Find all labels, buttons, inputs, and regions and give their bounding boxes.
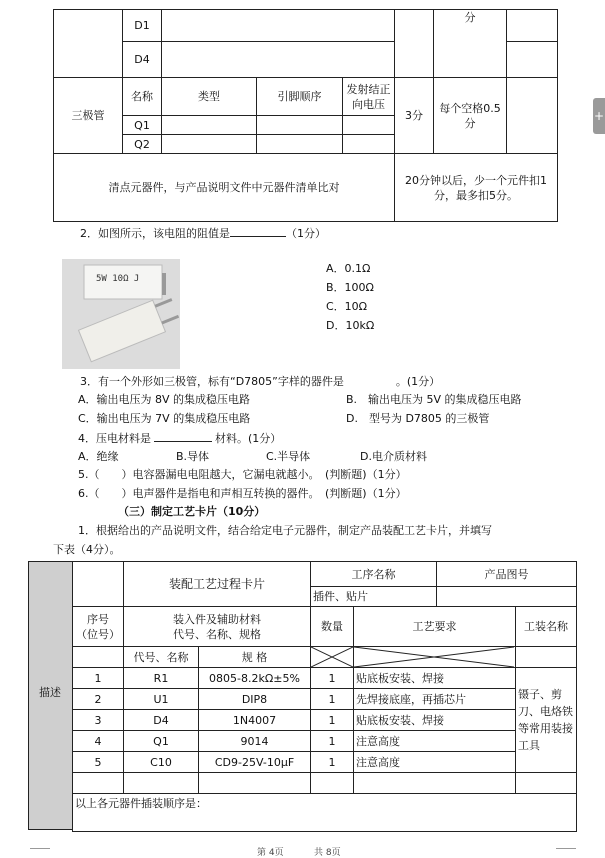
per-blank-cell: 每个空格0.5分 [434, 78, 507, 154]
cross-mark-icon [354, 647, 514, 667]
q2-cell: Q2 [123, 135, 162, 154]
process-card-table [72, 561, 577, 832]
table-row: 3 D4 1N4007 1 贴底板安装、焊接 [73, 710, 577, 731]
q3-option-d: D. 型号为 D7805 的三极管 [346, 412, 490, 425]
code-name-label: 代号、名称 [124, 647, 199, 668]
question-3: 3．有一个外形如三极管，标有“D7805”字样的器件是 。(1分） [80, 375, 441, 388]
footer-page: 第 4页 [257, 848, 284, 858]
resistor-photo [62, 259, 180, 369]
q2-option-a: A．0.1Ω [326, 262, 371, 275]
table-row: 4 Q1 9014 1 注意高度 [73, 731, 577, 752]
qty-cross [311, 647, 354, 668]
d1-cell: D1 [123, 10, 162, 42]
expand-tab[interactable]: + [593, 98, 605, 134]
question-2: 2．如图所示，该电阻的阻值是 （1分） [80, 227, 326, 240]
order-label: 以上各元器件插装顺序是： [73, 794, 577, 832]
q3-option-b: B. 输出电压为 5V 的集成稳压电路 [346, 393, 522, 406]
tools-cell: 镊子、剪刀、电烙铁等常用装接工具 [516, 668, 577, 773]
card-side-label: 描述 [39, 686, 61, 699]
card-title: 装配工艺过程卡片 [124, 562, 311, 607]
q3-option-a: A．输出电压为 8V 的集成稳压电路 [78, 393, 251, 406]
d4-cell: D4 [123, 42, 162, 78]
q2-option-c: C．10Ω [326, 300, 368, 313]
cross-mark-icon [311, 647, 353, 667]
question-6: 6.（ ）电声器件是指电和声相互转换的器件。 (判断题)（1分） [78, 487, 407, 500]
tool-label: 工装名称 [516, 607, 577, 647]
q4-option-c: C.半导体 [266, 450, 311, 463]
fen-cell: 分 [434, 10, 507, 78]
col-pins: 引脚顺序 [257, 78, 343, 116]
table-row: 2 U1 DIP8 1 先焊接底座，再插芯片 [73, 689, 577, 710]
proc-name-label: 工序名称 [311, 562, 437, 587]
q4-option-a: A．绝缘 [78, 450, 119, 463]
corner-mark [556, 848, 576, 858]
q4-option-d: D.电介质材料 [360, 450, 427, 463]
intro-line-2: 下表（4分）。 [53, 543, 121, 556]
req-cross [354, 647, 516, 668]
qty-label: 数量 [311, 607, 354, 647]
top-table [53, 9, 558, 222]
q4-blank [154, 430, 212, 442]
resistor-marking: 5W 10Ω J [96, 274, 140, 284]
penalty-cell: 20分钟以后，少一个元件扣1分，最多扣5分。 [395, 154, 558, 222]
seq-label: 序号 （位号） [73, 607, 124, 647]
corner-mark [30, 848, 50, 858]
q4-option-b: B.导体 [176, 450, 210, 463]
table-row: 1 R1 0805-8.2kΩ±5% 1 贴底板安装、焊接 镊子、剪刀、电烙铁等常用装接工具 [73, 668, 577, 689]
check-cell: 清点元器件，与产品说明文件中元器件清单比对 [54, 154, 395, 222]
footer-total: 共 8页 [314, 848, 341, 858]
col-type: 类型 [162, 78, 257, 116]
proc-name-value: 插件、贴片 [311, 587, 437, 607]
materials-label: 装入件及辅助材料 代号、名称、规格 [124, 607, 311, 647]
transistor-cell: 三极管 [54, 78, 123, 154]
q1-cell: Q1 [123, 116, 162, 135]
req-label: 工艺要求 [354, 607, 516, 647]
q2-blank [230, 225, 286, 237]
col-voltage: 发射结正向电压 [343, 78, 395, 116]
intro-line-1: 1．根据给出的产品说明文件，结合给定电子元器件，制定产品装配工艺卡片，并填写 [78, 524, 492, 537]
q2-option-b: B．100Ω [326, 281, 374, 294]
product-no-label: 产品图号 [437, 562, 577, 587]
col-name: 名称 [123, 78, 162, 116]
table-row: 5 C10 CD9-25V-10μF 1 注意高度 [73, 752, 577, 773]
q3-option-c: C．输出电压为 7V 的集成稳压电路 [78, 412, 251, 425]
spec-label: 规 格 [199, 647, 311, 668]
question-5: 5.（ ）电容器漏电电阻越大，它漏电就越小。 (判断题)（1分） [78, 468, 407, 481]
q2-option-d: D．10kΩ [326, 319, 375, 332]
section-3-title: （三）制定工艺卡片（10分） [118, 505, 266, 518]
score-cell: 3分 [395, 78, 434, 154]
question-4: 4．压电材料是 材料。(1分） [78, 432, 282, 445]
